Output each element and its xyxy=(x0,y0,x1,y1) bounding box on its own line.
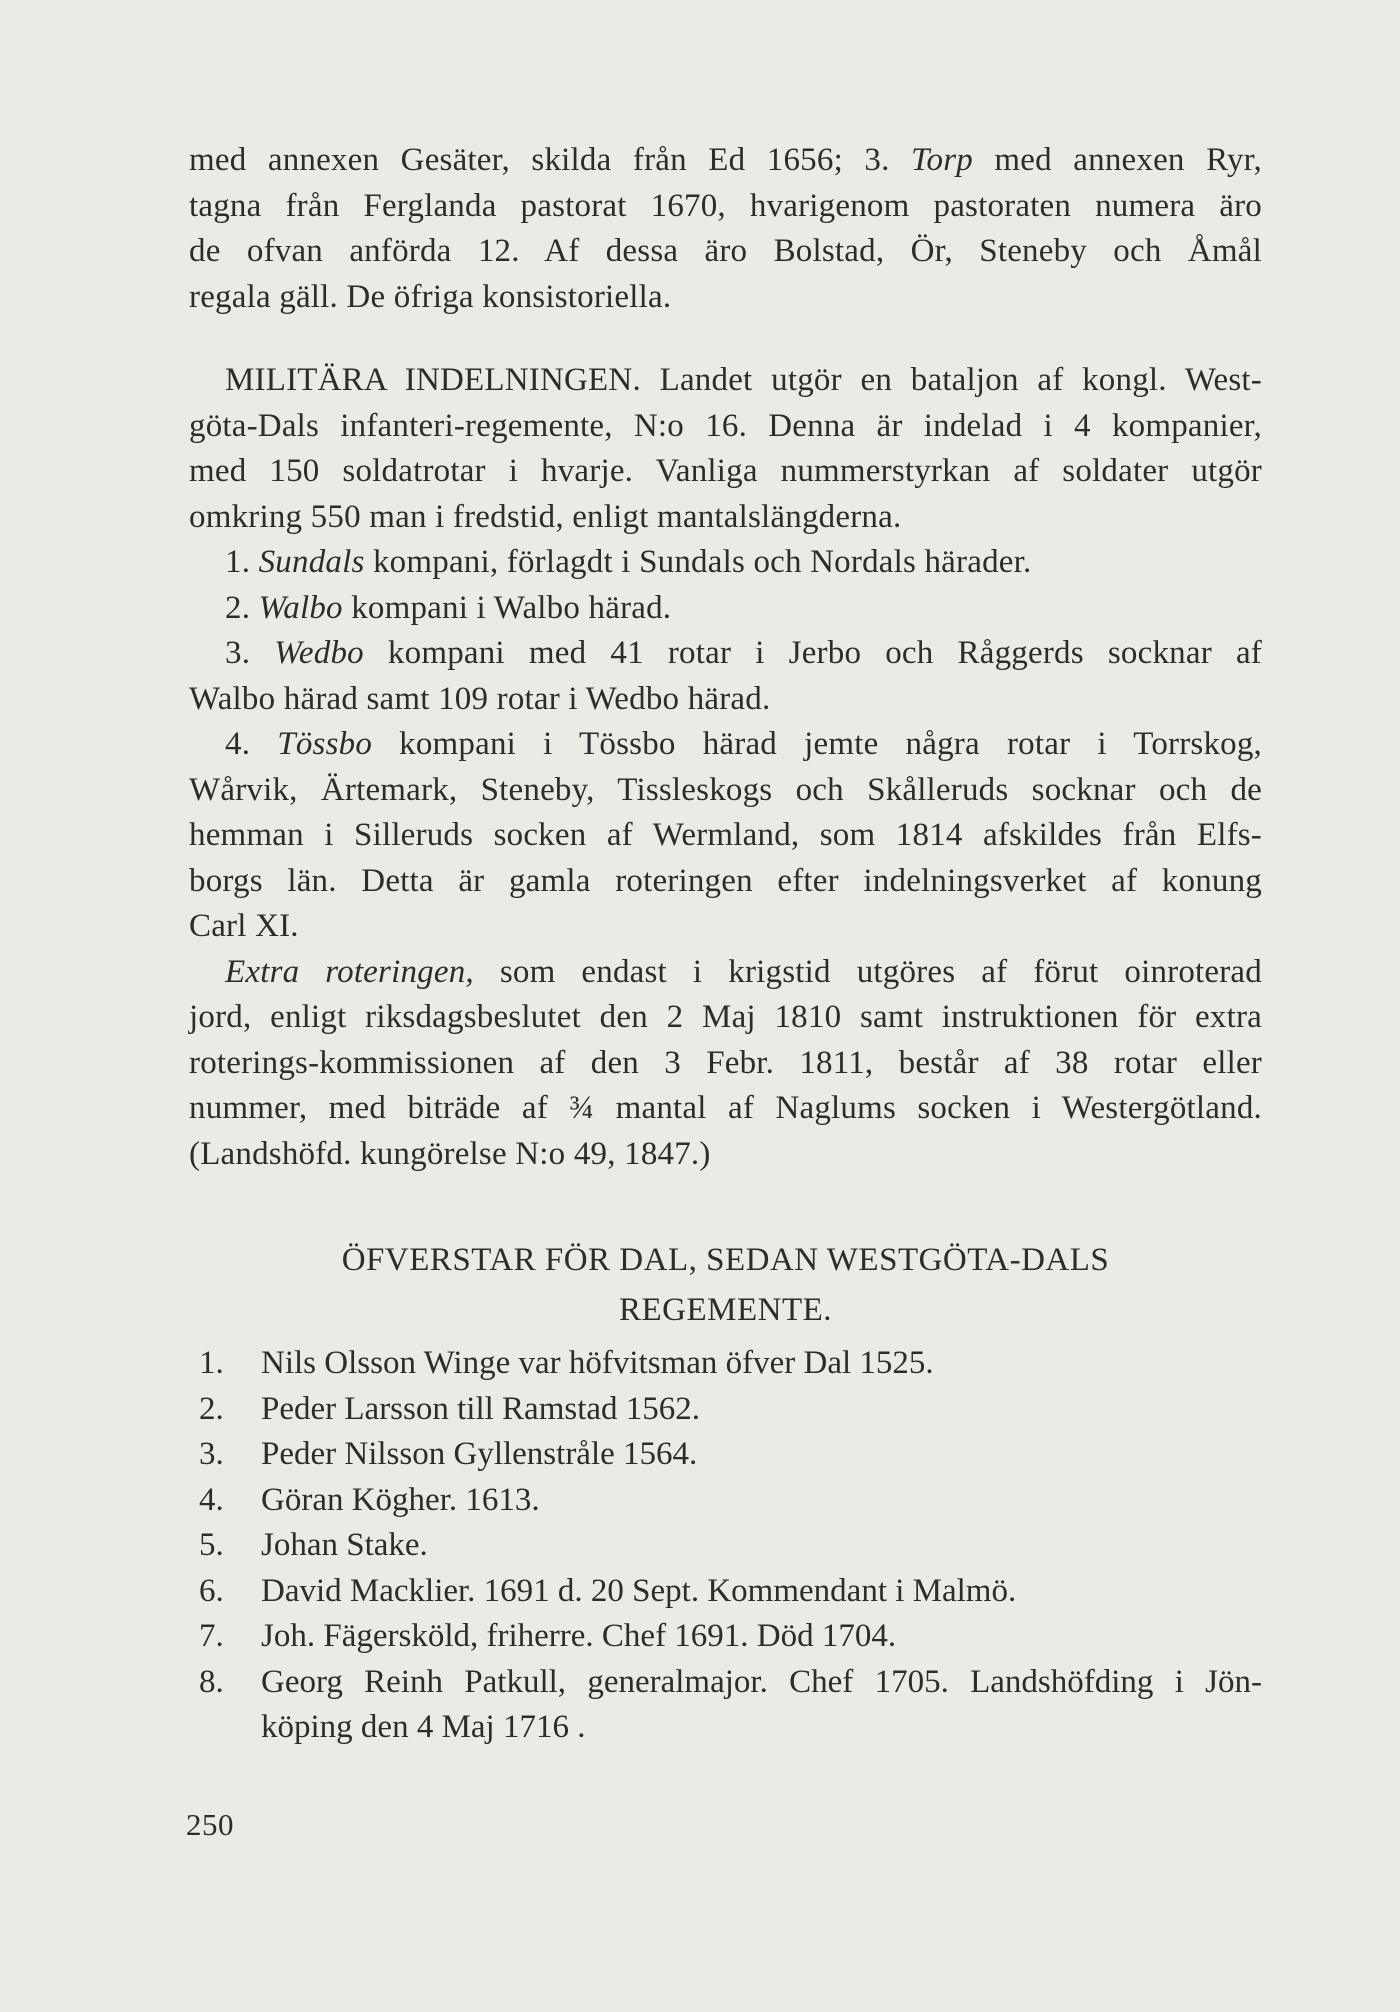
paragraph-extra-rotering xyxy=(189,950,1262,1178)
company-text: kompani, förlagdt i Sundals och Nordals härader. xyxy=(364,544,1032,580)
document-page xyxy=(189,138,1262,1751)
item-number: 7. xyxy=(199,1618,224,1654)
text-span: som endast i krigstid utgöres af förut oinroterad xyxy=(473,953,1262,990)
list-item xyxy=(189,1614,1262,1660)
item-text: Nils Olsson Winge var höfvitsman öfver Dal 1525. xyxy=(261,1345,934,1381)
text-line: nummer, med biträde af ¾ mantal af Naglums socken i Westergötland. xyxy=(189,1090,1262,1126)
text-line: hemman i Silleruds socken af Wermland, som 1814 afskildes från Elfs- xyxy=(189,817,1262,853)
company-text: kompani med 41 rotar i Jerbo och Råggerds socknar af xyxy=(363,635,1262,671)
item-text: Johan Stake. xyxy=(261,1527,428,1563)
item-number: 8. xyxy=(199,1663,224,1700)
company-text: kompani i Walbo härad. xyxy=(342,589,672,626)
text-line: tagna från Ferglanda pastorat 1670, hvarigenom pastoraten numera äro xyxy=(189,187,1262,224)
company-list xyxy=(189,540,1262,950)
item-number: 4. xyxy=(199,1481,224,1518)
paragraph-military xyxy=(189,358,1262,540)
list-item xyxy=(189,1387,1262,1433)
item-number: 4. xyxy=(225,726,251,762)
list-item xyxy=(189,1341,1262,1387)
company-name: Sundals xyxy=(258,544,365,580)
item-number: 1. xyxy=(225,544,251,580)
item-text: Joh. Fägersköld, friherre. Chef 1691. Död 1704. xyxy=(261,1618,897,1654)
section-heading xyxy=(189,1235,1262,1335)
paragraph-pastorates xyxy=(189,138,1262,320)
item-number: 3. xyxy=(199,1436,224,1472)
list-item xyxy=(189,1523,1262,1569)
text-line: (Landshöfd. kungörelse N:o 49, 1847.) xyxy=(189,1135,711,1172)
text-line: Walbo härad samt 109 rotar i Wedbo härad. xyxy=(189,680,771,717)
text-line: göta-Dals infanteri-regemente, N:o 16. Denna är indelad i 4 kompanier, xyxy=(189,407,1262,444)
item-text: Georg Reinh Patkull, generalmajor. Chef 1705. Landshöfding i Jön- xyxy=(261,1663,1262,1700)
item-number: 2. xyxy=(225,589,251,626)
text-line: jord, enligt riksdagsbeslutet den 2 Maj 1810 samt instruktionen för extra xyxy=(189,999,1262,1035)
item-text: David Macklier. 1691 d. 20 Sept. Kommendant i Malmö. xyxy=(261,1572,1017,1609)
text-line: omkring 550 man i fredstid, enligt mantalslängderna. xyxy=(189,498,902,535)
colonel-list xyxy=(189,1341,1262,1751)
italic-place: Torp xyxy=(911,142,973,178)
item-number: 2. xyxy=(199,1390,224,1427)
company-name: Tössbo xyxy=(277,726,373,762)
company-item xyxy=(189,586,1262,632)
list-item xyxy=(189,1432,1262,1478)
page-number: 250 xyxy=(186,1807,234,1842)
text-line: Wårvik, Ärtemark, Steneby, Tissleskogs och Skålleruds socknar och de xyxy=(189,771,1262,808)
text-line: med annexen Gesäter, skilda från Ed 1656; 3. Torp med annexen Ryr, xyxy=(189,142,1262,178)
text-line: regala gäll. De öfriga konsistoriella. xyxy=(189,278,672,315)
item-number: 3. xyxy=(225,635,251,671)
item-text: Peder Larsson till Ramstad 1562. xyxy=(261,1390,701,1427)
text-line: med 150 soldatrotar i hvarje. Vanliga nummerstyrkan af soldater utgör xyxy=(189,453,1262,489)
item-text: Göran Kögher. 1613. xyxy=(261,1481,540,1518)
italic-term: Extra roteringen, xyxy=(225,953,474,990)
list-item xyxy=(189,1478,1262,1524)
company-text: kompani i Tössbo härad jemte några rotar i Torrskog, xyxy=(372,726,1262,762)
heading-line: ÖFVERSTAR FÖR DAL, SEDAN WESTGÖTA-DALS xyxy=(341,1242,1110,1278)
item-text: Peder Nilsson Gyllenstråle 1564. xyxy=(261,1436,698,1472)
text-line: de ofvan anförda 12. Af dessa äro Bolstad, Ör, Steneby och Åmål xyxy=(189,233,1262,269)
item-number: 5. xyxy=(199,1527,224,1563)
text-line: borgs län. Detta är gamla roteringen efter indelningsverket af konung xyxy=(189,862,1262,899)
company-name: Walbo xyxy=(258,589,343,626)
list-item xyxy=(189,1569,1262,1615)
item-number: 6. xyxy=(199,1572,224,1609)
text-line: Carl XI. xyxy=(189,908,299,944)
company-item xyxy=(189,540,1262,586)
text-line xyxy=(189,950,1262,996)
text-line: roterings-kommissionen af den 3 Febr. 1811, består af 38 rotar eller xyxy=(189,1044,1262,1081)
company-item xyxy=(189,631,1262,677)
list-item-continuation: köping den 4 Maj 1716 . xyxy=(261,1709,586,1745)
company-name: Wedbo xyxy=(274,635,364,671)
company-item xyxy=(189,722,1262,768)
heading-line: REGEMENTE. xyxy=(618,1292,833,1328)
text-line: MILITÄRA INDELNINGEN. Landet utgör en bataljon af kongl. West- xyxy=(225,362,1262,398)
list-item xyxy=(189,1660,1262,1706)
item-number: 1. xyxy=(199,1345,224,1381)
